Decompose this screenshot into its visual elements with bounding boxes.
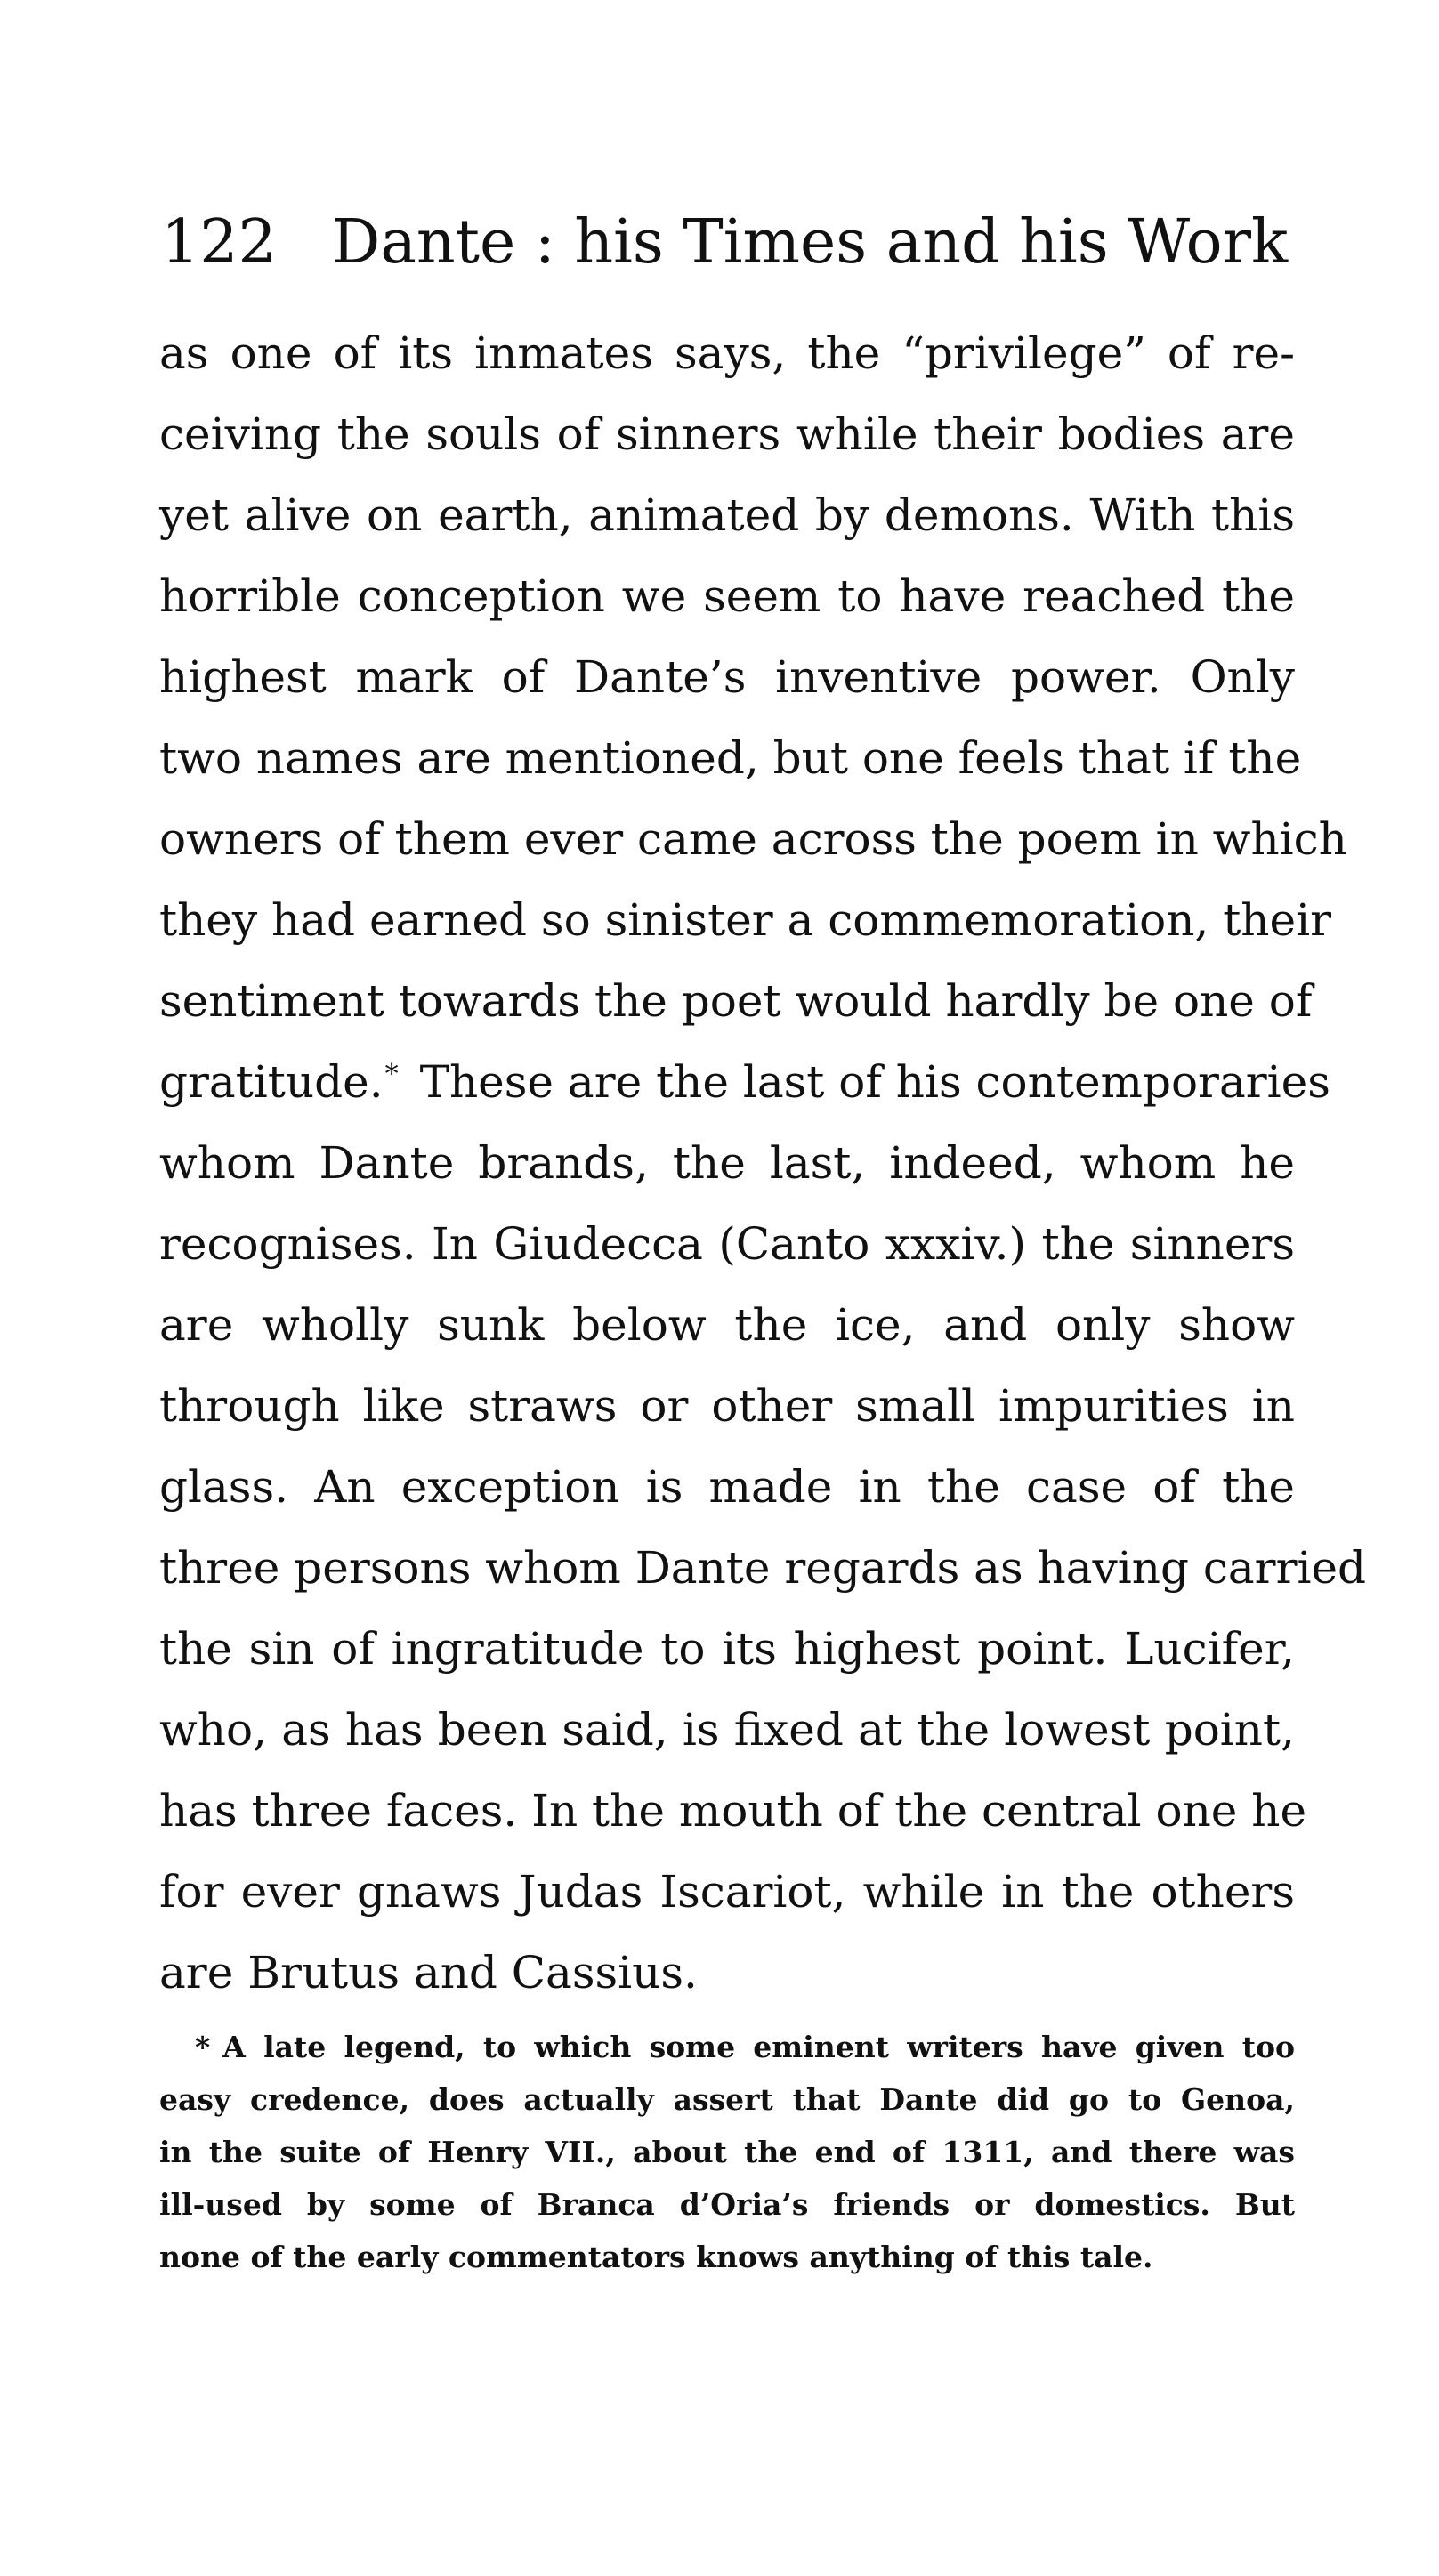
text-line: whom Dante brands, the last, indeed, whom he [159, 1137, 1295, 1189]
text-fragment: gratitude. [159, 1056, 384, 1108]
footnote-line: easy credence, does actually assert that Dante did go to Genoa, [159, 2082, 1295, 2117]
text-line: the sin of ingratitude to its highest point. Lucifer, [159, 1623, 1295, 1675]
page-number: 122 [161, 207, 277, 278]
text-line: are Brutus and Cassius. [159, 1947, 698, 1999]
text-line: ceiving the souls of sinners while their bodies are [159, 408, 1295, 460]
text-line: two names are mentioned, but one feels that if the [159, 732, 1302, 784]
footnote-line [159, 2021, 1295, 2073]
footnote-line: none of the early commentators knows anything of this tale. [159, 2240, 1153, 2274]
footnote-marker: * [195, 2030, 211, 2064]
text-line: three persons whom Dante regards as having carried [159, 1542, 1367, 1594]
text-line: recognises. In Giudecca (Canto xxxiv.) the sinners [159, 1218, 1295, 1270]
footnote-text: A late legend, to which some eminent writers have given too [222, 2030, 1295, 2064]
footnote-line: ill-used by some of Branca d’Oria’s friends or domestics. But [159, 2187, 1295, 2222]
text-line: through like straws or other small impurities in [159, 1380, 1295, 1432]
footnote [159, 2021, 1295, 2283]
text-line: as one of its inmates says, the “privilege” of re- [159, 327, 1295, 379]
footnote-reference-mark: * [384, 1059, 399, 1090]
text-line: owners of them ever came across the poem in which [159, 813, 1347, 865]
text-line: are wholly sunk below the ice, and only show [159, 1299, 1295, 1351]
text-line: highest mark of Dante’s inventive power. Only [159, 651, 1295, 703]
text-line: they had earned so sinister a commemoration, their [159, 894, 1331, 946]
running-head [161, 194, 1291, 292]
text-fragment: These are the last of his contemporaries [419, 1056, 1330, 1108]
text-line-with-footnote-ref [159, 1042, 1330, 1123]
footnote-line: in the suite of Henry VII., about the end of 1311, and there was [159, 2135, 1295, 2169]
text-line: sentiment towards the poet would hardly be one of [159, 975, 1313, 1027]
text-line: yet alive on earth, animated by demons. With this [159, 489, 1295, 541]
page-title: Dante : his Times and his Work [331, 207, 1289, 278]
text-line: has three faces. In the mouth of the central one he [159, 1785, 1307, 1837]
text-line: glass. An exception is made in the case of the [159, 1461, 1295, 1513]
text-line: who, as has been said, is fixed at the lowest point, [159, 1704, 1295, 1756]
body-text [159, 313, 1367, 2014]
text-line: for ever gnaws Judas Iscariot, while in the others [159, 1866, 1295, 1918]
text-line: horrible conception we seem to have reached the [159, 570, 1295, 622]
